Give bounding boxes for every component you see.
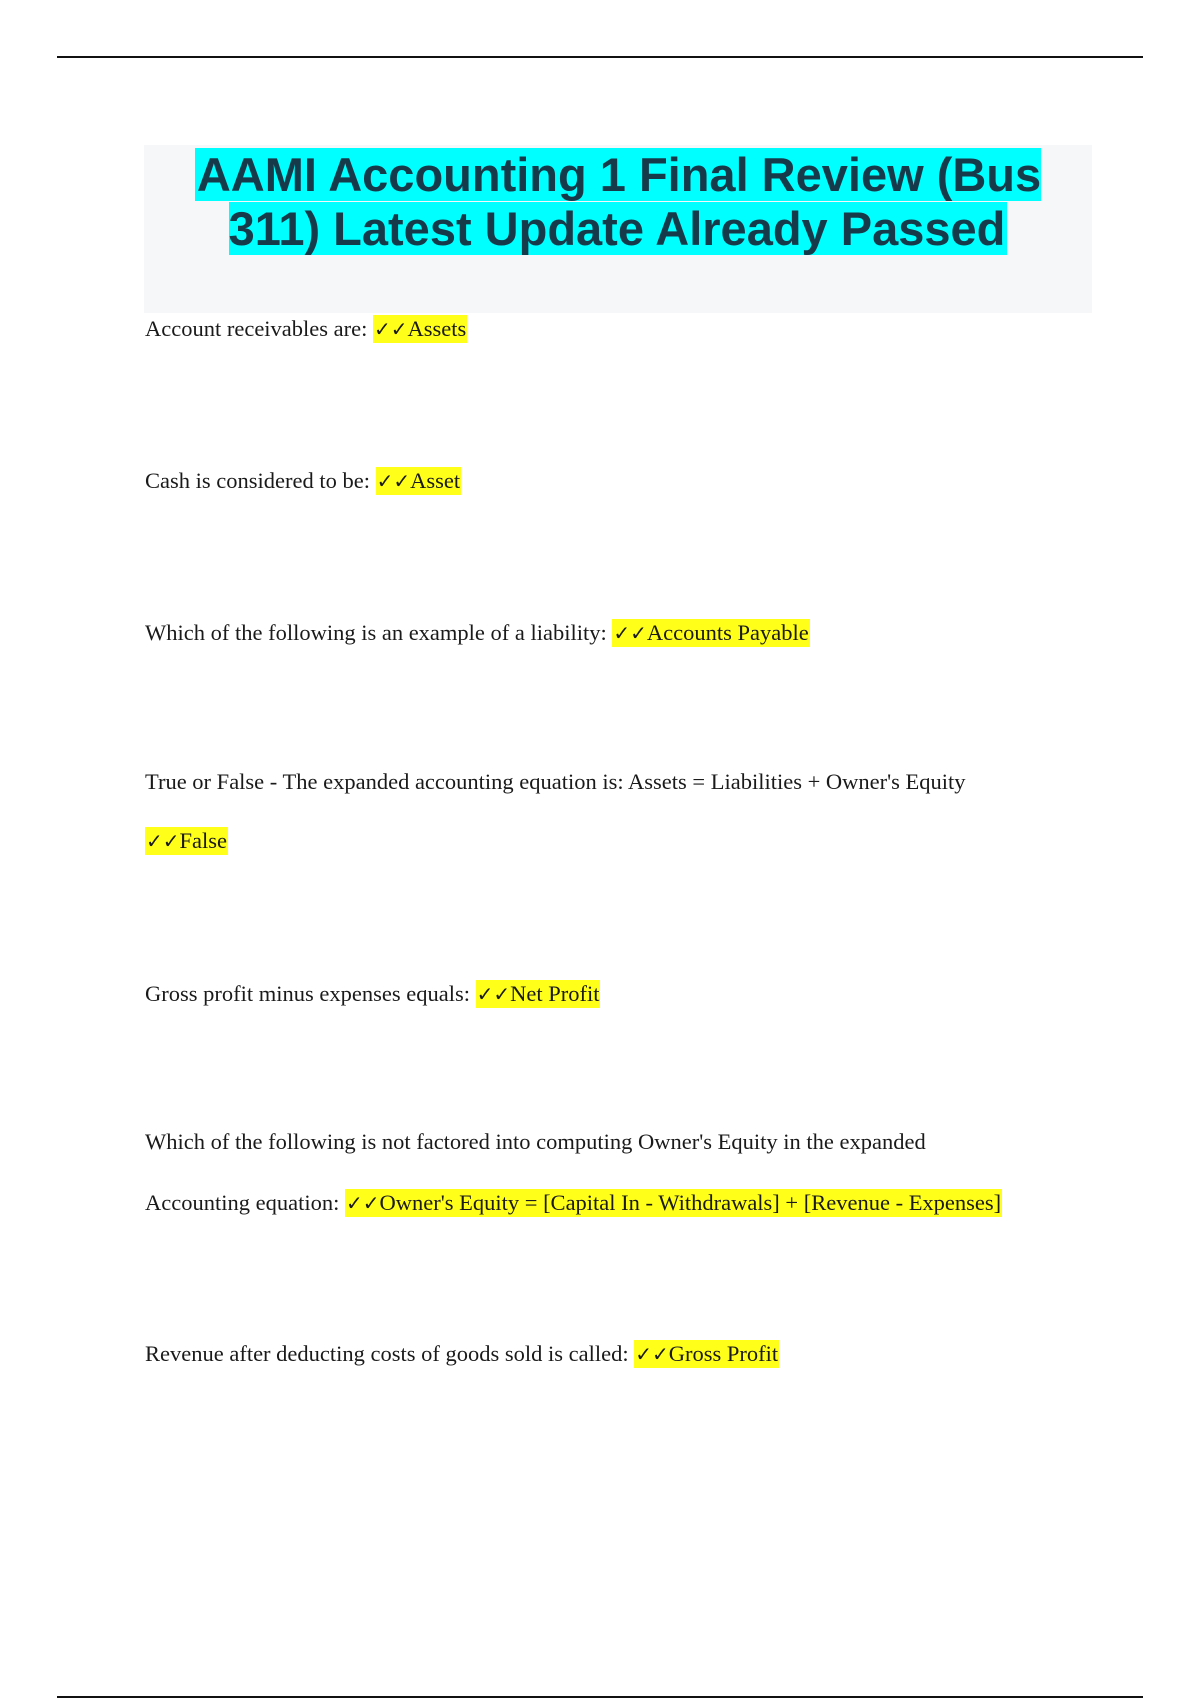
answer-highlight xyxy=(612,619,809,647)
answer-text: Net Profit xyxy=(510,981,600,1006)
question-text: Gross profit minus expenses equals: xyxy=(145,981,476,1006)
double-check-icon: ✓✓ xyxy=(374,317,408,341)
qa-item-7 xyxy=(145,1340,779,1368)
top-rule xyxy=(57,56,1143,58)
qa-item-6-question xyxy=(145,1128,926,1156)
qa-item-2 xyxy=(145,467,461,495)
answer-text: Accounts Payable xyxy=(646,620,809,645)
double-check-icon: ✓✓ xyxy=(376,469,411,493)
double-check-icon: ✓✓ xyxy=(613,621,647,645)
question-text: Revenue after deducting costs of goods sold is called: xyxy=(145,1341,635,1366)
qa-item-4-answer xyxy=(145,827,228,855)
question-text: True or False - The expanded accounting equation is: Assets = Liabilities + Owner's Equity xyxy=(145,769,966,794)
qa-item-3 xyxy=(145,619,810,647)
answer-highlight xyxy=(476,980,601,1008)
qa-item-6-answer xyxy=(145,1189,1002,1217)
answer-text: Assets xyxy=(407,316,467,341)
answer-highlight xyxy=(373,315,467,343)
answer-text: Gross Profit xyxy=(668,1341,779,1366)
question-text: Cash is considered to be: xyxy=(145,468,376,493)
question-text: Account receivables are: xyxy=(145,316,373,341)
document-title-text: AAMI Accounting 1 Final Review (Bus 311) Latest Update Already Passed xyxy=(196,148,1042,255)
double-check-icon: ✓✓ xyxy=(146,829,180,853)
answer-highlight xyxy=(145,827,228,855)
double-check-icon: ✓✓ xyxy=(476,982,511,1006)
qa-item-1 xyxy=(145,315,467,343)
answer-text: Asset xyxy=(410,468,461,493)
question-text-continued: Accounting equation: xyxy=(145,1190,345,1215)
answer-highlight xyxy=(376,467,462,495)
qa-item-4-question xyxy=(145,768,966,796)
answer-text: Owner's Equity = [Capital In - Withdrawals] + [Revenue - Expenses] xyxy=(379,1190,1002,1215)
double-check-icon: ✓✓ xyxy=(345,1191,380,1215)
qa-item-5 xyxy=(145,980,600,1008)
double-check-icon: ✓✓ xyxy=(635,1342,669,1366)
bottom-rule xyxy=(57,1696,1143,1698)
answer-highlight xyxy=(345,1189,1002,1217)
title-box xyxy=(144,145,1092,313)
answer-highlight xyxy=(634,1340,779,1368)
question-text: Which of the following is not factored into computing Owner's Equity in the expanded xyxy=(145,1129,926,1154)
question-text: Which of the following is an example of a liability: xyxy=(145,620,613,645)
document-title xyxy=(144,145,1092,256)
answer-text: False xyxy=(179,828,228,853)
